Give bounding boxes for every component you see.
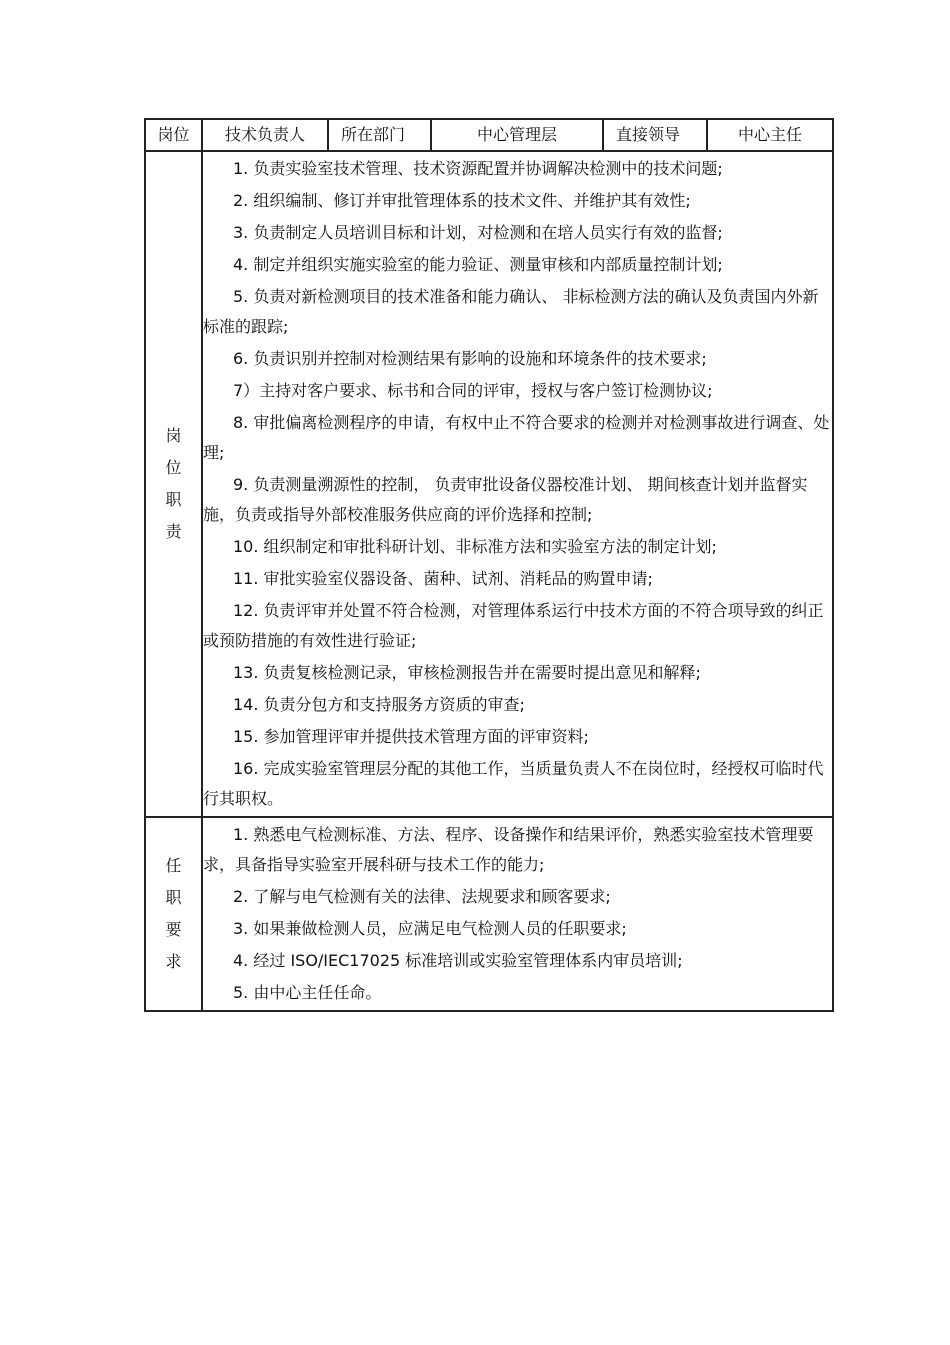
duties-label-cell [145, 151, 202, 817]
duties-content [202, 151, 833, 817]
requirements-item: 4. 经过 ISO/IEC17025 标准培训或实验室管理体系内审员培训; [233, 951, 683, 970]
duties-item: 13. 负责复核检测记录，审核检测报告并在需要时提出意见和解释; [233, 663, 701, 682]
duties-item: 14. 负责分包方和支持服务方资质的审查; [233, 695, 525, 714]
duties-label: 岗位职责 [165, 426, 182, 541]
duties-row [145, 151, 833, 817]
requirements-item: 3. 如果兼做检测人员，应满足电气检测人员的任职要求; [233, 919, 627, 938]
duties-item: 8. 审批偏离检测程序的申请，有权中止不符合要求的检测并对检测事故进行调查、处理; [203, 413, 830, 462]
leader-label: 直接领导 [603, 119, 707, 151]
post-label: 岗位 [145, 119, 202, 151]
requirements-item: 5. 由中心主任任命。 [233, 983, 382, 1002]
requirements-label: 任职要求 [165, 856, 182, 971]
dept-label: 所在部门 [328, 119, 431, 151]
duties-item: 7）主持对客户要求、标书和合同的评审，授权与客户签订检测协议; [233, 381, 713, 400]
requirements-row [145, 817, 833, 1011]
requirements-item: 2. 了解与电气检测有关的法律、法规要求和顾客要求; [233, 887, 611, 906]
duties-item: 10. 组织制定和审批科研计划、非标准方法和实验室方法的制定计划; [233, 537, 717, 556]
duties-item: 3. 负责制定人员培训目标和计划，对检测和在培人员实行有效的监督; [233, 223, 723, 242]
job-description-table [144, 118, 834, 1012]
requirements-item: 1. 熟悉电气检测标准、方法、程序、设备操作和结果评价，熟悉实验室技术管理要求，具备指导实验室开展科研与技术工作的能力; [203, 825, 814, 874]
dept-value: 中心管理层 [431, 119, 603, 151]
leader-value: 中心主任 [707, 119, 833, 151]
header-row [145, 119, 833, 151]
duties-item: 4. 制定并组织实施实验室的能力验证、测量审核和内部质量控制计划; [233, 255, 723, 274]
requirements-label-cell [145, 817, 202, 1011]
duties-item: 1. 负责实验室技术管理、技术资源配置并协调解决检测中的技术问题; [233, 159, 723, 178]
duties-item: 5. 负责对新检测项目的技术准备和能力确认、 非标检测方法的确认及负责国内外新标准的跟踪; [203, 287, 819, 336]
duties-item: 15. 参加管理评审并提供技术管理方面的评审资料; [233, 727, 589, 746]
requirements-list [203, 818, 832, 1008]
requirements-content [202, 817, 833, 1011]
duties-item: 6. 负责识别并控制对检测结果有影响的设施和环境条件的技术要求; [233, 349, 707, 368]
post-value: 技术负责人 [202, 119, 328, 151]
duties-item: 12. 负责评审并处置不符合检测，对管理体系运行中技术方面的不符合项导致的纠正或预防措施的有效性进行验证; [203, 601, 824, 650]
duties-item: 2. 组织编制、修订并审批管理体系的技术文件、并维护其有效性; [233, 191, 691, 210]
duties-list [203, 152, 832, 814]
duties-item: 11. 审批实验室仪器设备、菌种、试剂、消耗品的购置申请; [233, 569, 653, 588]
duties-item: 9. 负责测量溯源性的控制， 负责审批设备仪器校准计划、 期间核查计划并监督实施，负责或指导外部校准服务供应商的评价选择和控制; [203, 475, 808, 524]
duties-item: 16. 完成实验室管理层分配的其他工作，当质量负责人不在岗位时，经授权可临时代行其职权。 [203, 759, 824, 808]
